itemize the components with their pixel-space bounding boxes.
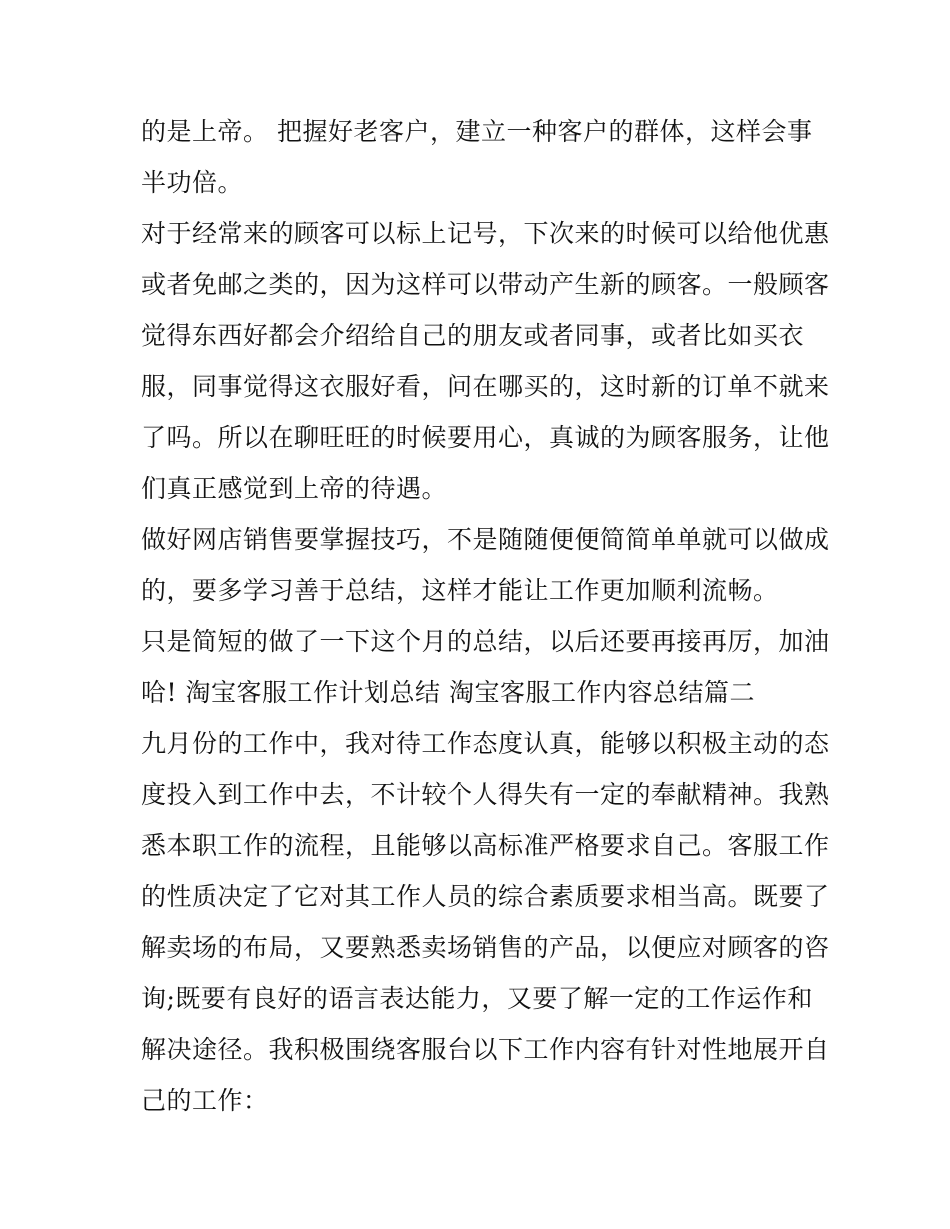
text-line: 的，要多学习善于总结，这样才能让工作更加顺利流畅。 — [141, 576, 779, 605]
text-line: 度投入到工作中去，不计较个人得失有一定的奉献精神。我熟 — [141, 780, 830, 809]
text-line: 解决途径。我积极围绕客服台以下工作内容有针对性地展开自 — [141, 1035, 830, 1064]
text-line: 哈! 淘宝客服工作计划总结 淘宝客服工作内容总结篇二 — [141, 678, 755, 707]
text-line: 觉得东西好都会介绍给自己的朋友或者同事，或者比如买衣 — [141, 321, 805, 350]
text-line: 己的工作： — [141, 1086, 269, 1115]
text-line: 九月份的工作中，我对待工作态度认真，能够以积极主动的态 — [141, 729, 830, 758]
text-line: 了吗。所以在聊旺旺的时候要用心，真诚的为顾客服务，让他 — [141, 423, 830, 452]
text-line: 的性质决定了它对其工作人员的综合素质要求相当高。既要了 — [141, 882, 830, 911]
text-line: 解卖场的布局，又要熟悉卖场销售的产品，以便应对顾客的咨 — [141, 933, 830, 962]
text-line: 的是上帝。 把握好老客户，建立一种客户的群体，这样会事 — [141, 117, 813, 146]
text-line: 询;既要有良好的语言表达能力，又要了解一定的工作运作和 — [141, 984, 813, 1013]
document-body — [141, 106, 830, 1126]
text-line: 对于经常来的顾客可以标上记号，下次来的时候可以给他优惠 — [141, 219, 830, 248]
text-line: 悉本职工作的流程，且能够以高标准严格要求自己。客服工作 — [141, 831, 830, 860]
text-line: 只是简短的做了一下这个月的总结，以后还要再接再厉，加油 — [141, 627, 830, 656]
text-line: 做好网店销售要掌握技巧，不是随随便便简简单单就可以做成 — [141, 525, 830, 554]
text-line: 们真正感觉到上帝的待遇。 — [141, 474, 448, 503]
text-line: 服，同事觉得这衣服好看，问在哪买的，这时新的订单不就来 — [141, 372, 830, 401]
text-line: 或者免邮之类的，因为这样可以带动产生新的顾客。一般顾客 — [141, 270, 830, 299]
text-line: 半功倍。 — [141, 168, 244, 197]
